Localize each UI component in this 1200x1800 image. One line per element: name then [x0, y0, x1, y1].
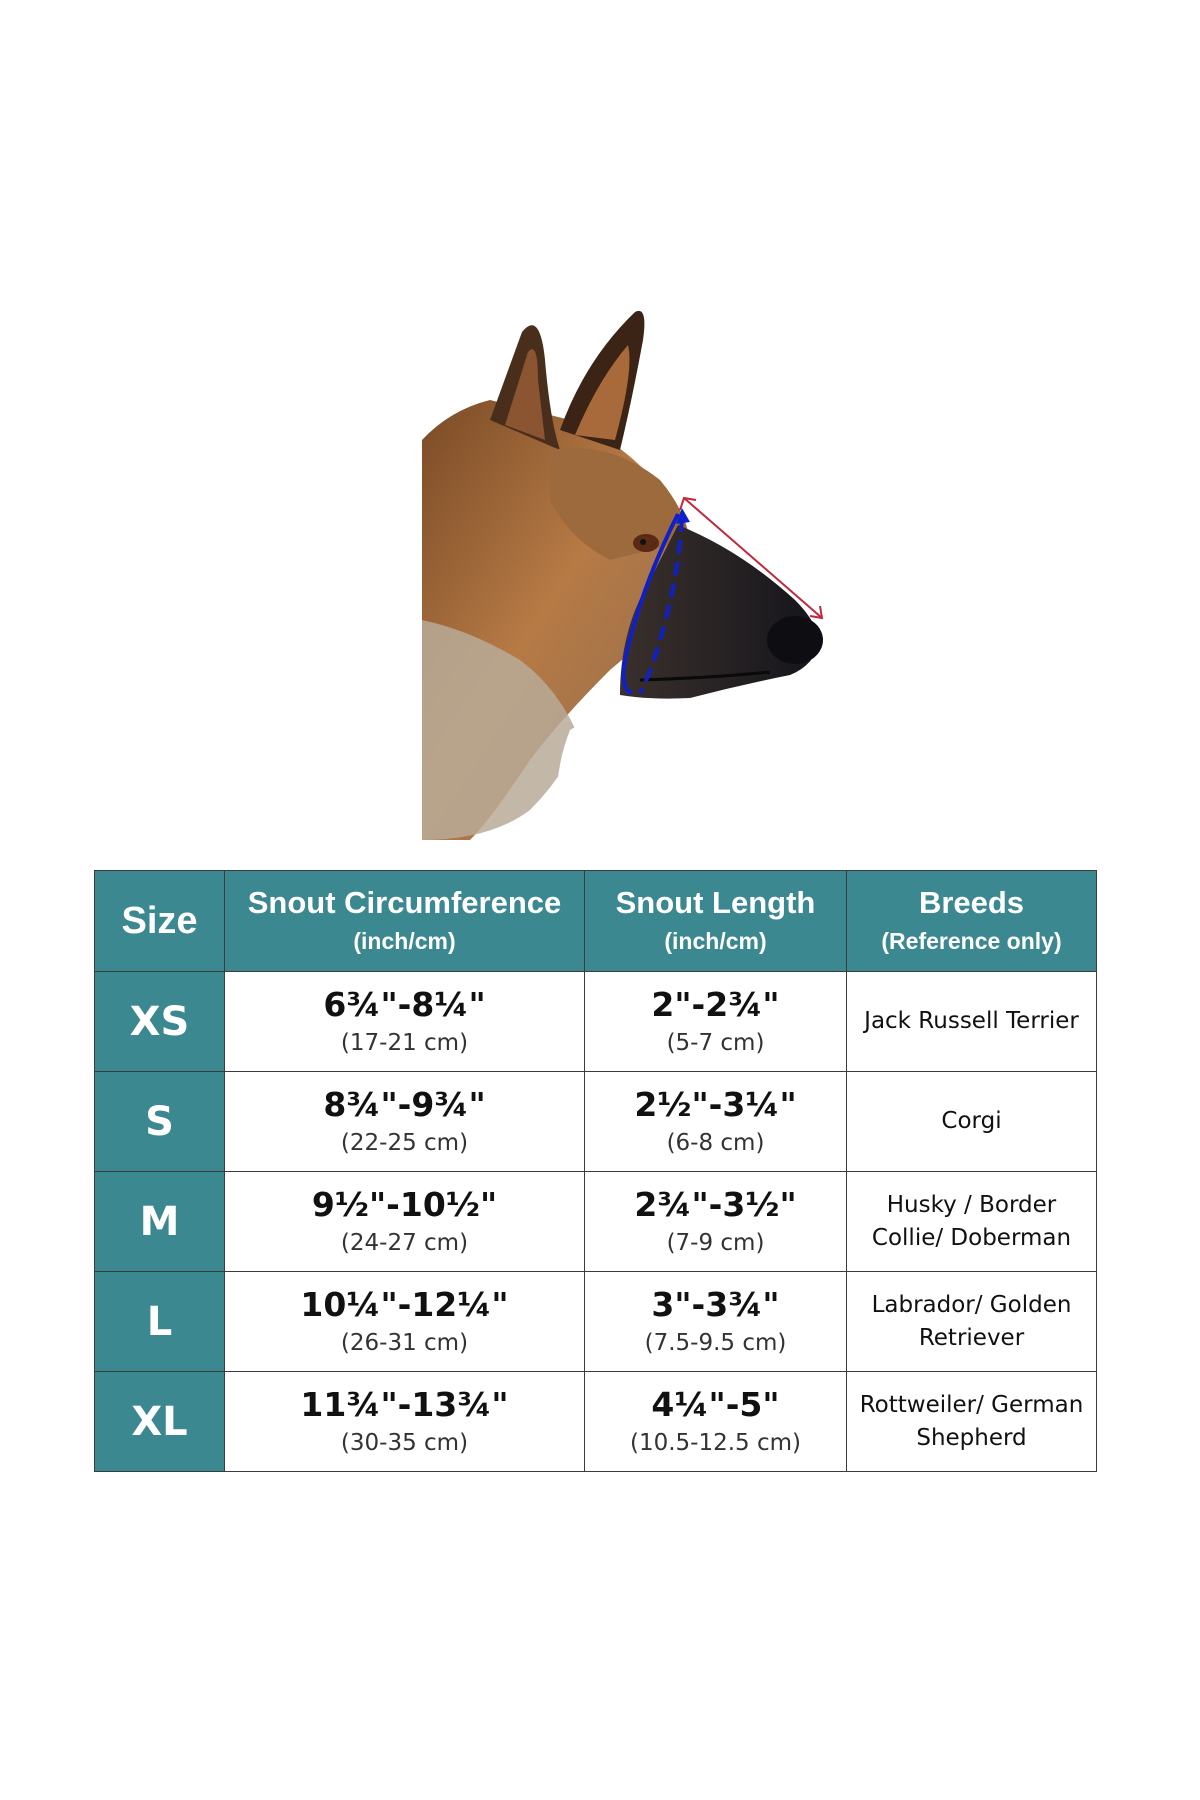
- header-size: [95, 871, 225, 972]
- circumference-inches: 6¾"-8¼": [323, 984, 486, 1024]
- breed-cell: [847, 1072, 1097, 1172]
- length-cm: (5-7 cm): [666, 1029, 765, 1056]
- length-cm: (10.5-12.5 cm): [629, 1429, 802, 1456]
- table-row: [95, 1272, 1097, 1372]
- length-inches: 2"-2¾": [651, 984, 780, 1024]
- circumference-inches: 8¾"-9¾": [323, 1084, 486, 1124]
- size-cell: L: [95, 1272, 225, 1372]
- header-length-label: Snout Length: [615, 885, 816, 920]
- circumference-cm: (26-31 cm): [340, 1329, 469, 1356]
- size-cell: XL: [95, 1372, 225, 1472]
- length-cm: (7.5-9.5 cm): [644, 1329, 787, 1356]
- length-cell: [585, 1072, 847, 1172]
- header-circumference-unit: (inch/cm): [353, 928, 456, 954]
- length-cell: [585, 1172, 847, 1272]
- dog-head-profile-icon: [410, 300, 890, 840]
- header-circumference-label: Snout Circumference: [247, 885, 562, 920]
- breed-cell: [847, 1172, 1097, 1272]
- table-row: [95, 1072, 1097, 1172]
- length-cell: [585, 972, 847, 1072]
- table-row: [95, 972, 1097, 1072]
- header-breeds-label: Breeds: [918, 885, 1025, 920]
- length-cell: [585, 1272, 847, 1372]
- breed-cell: [847, 972, 1097, 1072]
- length-cell: [585, 1372, 847, 1472]
- breed-cell: [847, 1272, 1097, 1372]
- circumference-cell: [225, 972, 585, 1072]
- length-inches: 2¾"-3½": [634, 1184, 797, 1224]
- length-cm: (6-8 cm): [666, 1129, 765, 1156]
- length-cm: (7-9 cm): [666, 1229, 765, 1256]
- size-cell: S: [95, 1072, 225, 1172]
- circumference-inches: 9½"-10½": [311, 1184, 498, 1224]
- circumference-inches: 11¾"-13¾": [300, 1384, 509, 1424]
- breed-text: Jack Russell Terrier: [864, 1008, 1079, 1034]
- length-inches: 2½"-3¼": [634, 1084, 797, 1124]
- header-size-label: Size: [121, 899, 198, 942]
- circumference-cell: [225, 1272, 585, 1372]
- circumference-inches: 10¼"-12¼": [300, 1284, 509, 1324]
- circumference-cell: [225, 1172, 585, 1272]
- circumference-cm: (30-35 cm): [340, 1429, 469, 1456]
- breed-text: Corgi: [941, 1108, 1002, 1134]
- length-inches: 3"-3¾": [651, 1284, 780, 1324]
- header-length-unit: (inch/cm): [664, 928, 767, 954]
- size-cell: XS: [95, 972, 225, 1072]
- header-circumference: [225, 871, 585, 972]
- breed-text: Labrador/ Golden Retriever: [871, 1291, 1072, 1351]
- header-length: [585, 871, 847, 972]
- circumference-cell: [225, 1372, 585, 1472]
- table-row: [95, 1372, 1097, 1472]
- length-inches: 4¼"-5": [651, 1384, 780, 1424]
- size-chart-table: [94, 870, 1097, 1472]
- size-cell: M: [95, 1172, 225, 1272]
- header-breeds: [847, 871, 1097, 972]
- table-header-row: [95, 871, 1097, 972]
- circumference-cm: (17-21 cm): [340, 1029, 469, 1056]
- circumference-cell: [225, 1072, 585, 1172]
- circumference-cm: (24-27 cm): [340, 1229, 469, 1256]
- circumference-cm: (22-25 cm): [340, 1129, 469, 1156]
- breed-cell: [847, 1372, 1097, 1472]
- table-row: [95, 1172, 1097, 1272]
- header-breeds-note: (Reference only): [881, 928, 1062, 954]
- breed-text: Rottweiler/ German Shepherd: [859, 1391, 1084, 1451]
- breed-text: Husky / Border Collie/ Doberman: [871, 1191, 1072, 1251]
